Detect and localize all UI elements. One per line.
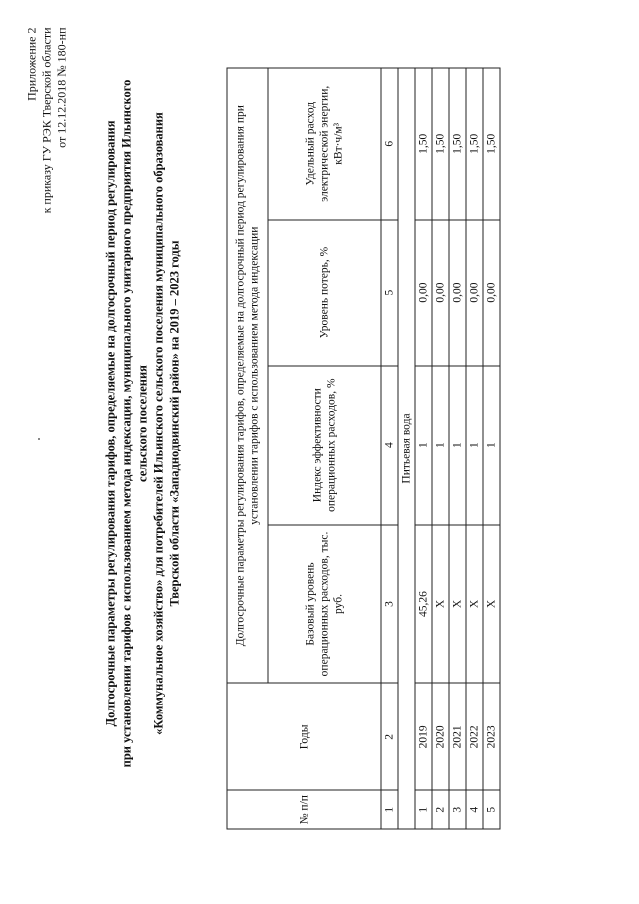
cell-loss: 0,00 xyxy=(432,220,449,366)
cell-energy: 1,50 xyxy=(449,68,466,220)
cell-num: 1 xyxy=(415,790,432,829)
col-number: 2 xyxy=(381,683,398,790)
column-number-row xyxy=(381,68,398,829)
header-base-level: Базовый уровень операционных расходов, тыс. руб. xyxy=(268,525,381,684)
cell-base: X xyxy=(449,525,466,684)
table-row xyxy=(466,68,483,829)
header-num: № п/п xyxy=(227,790,381,829)
cell-year: 2019 xyxy=(415,683,432,790)
cell-loss: 0,00 xyxy=(483,220,500,366)
section-label: Питьевая вода xyxy=(398,68,415,829)
appendix-line-2: к приказу ГУ РЭК Тверской области xyxy=(39,27,54,214)
title-line-3: «Коммунальное хозяйство» для потребителей Ильинского сельского поселения муниципального образования xyxy=(151,112,166,735)
cell-energy: 1,50 xyxy=(432,68,449,220)
cell-eff: 1 xyxy=(483,366,500,525)
cell-year: 2022 xyxy=(466,683,483,790)
cell-year: 2021 xyxy=(449,683,466,790)
cell-loss: 0,00 xyxy=(449,220,466,366)
header-group: Долгосрочные параметры регулирования тарифов, определяемые на долгосрочный период регулирования при установлении тарифов с использованием метода индексации xyxy=(227,68,268,683)
header-efficiency: Индекс эффективности операционных расходов, % xyxy=(268,366,381,525)
appendix-line-1: Приложение 2 xyxy=(24,27,39,101)
cell-base: 45,26 xyxy=(415,525,432,684)
table-row xyxy=(483,68,500,829)
parameters-table xyxy=(227,68,501,830)
col-number: 3 xyxy=(381,525,398,684)
cell-loss: 0,00 xyxy=(415,220,432,366)
col-number: 5 xyxy=(381,220,398,366)
section-row xyxy=(398,68,415,829)
cell-num: 2 xyxy=(432,790,449,829)
table-row xyxy=(432,68,449,829)
col-number: 6 xyxy=(381,68,398,220)
cell-base: X xyxy=(466,525,483,684)
title-line-4: Тверской области «Западнодвинский район» на 2019 – 2023 годы xyxy=(167,240,182,607)
cell-energy: 1,50 xyxy=(466,68,483,220)
table-row xyxy=(415,68,432,829)
rotated-page xyxy=(1,0,639,904)
cell-eff: 1 xyxy=(449,366,466,525)
cell-num: 4 xyxy=(466,790,483,829)
title-line-2: при установлении тарифов с использованием метода индексации, муниципального унитарного предприятия Ильинского сельского поселения xyxy=(119,79,150,768)
table-row xyxy=(449,68,466,829)
cell-eff: 1 xyxy=(466,366,483,525)
cell-base: X xyxy=(483,525,500,684)
cell-eff: 1 xyxy=(432,366,449,525)
document-title xyxy=(103,74,183,774)
col-number: 4 xyxy=(381,366,398,525)
title-line-1: Долгосрочные параметры регулирования тарифов, определяемые на долгосрочный период регулирования xyxy=(103,120,118,727)
appendix-block xyxy=(25,28,70,214)
header-energy: Удельный расход электрической энергии, кВт·ч/м³ xyxy=(268,68,381,220)
cell-year: 2020 xyxy=(432,683,449,790)
cell-num: 5 xyxy=(483,790,500,829)
col-number: 1 xyxy=(381,790,398,829)
header-row-top xyxy=(227,68,268,829)
cell-num: 3 xyxy=(449,790,466,829)
cell-loss: 0,00 xyxy=(466,220,483,366)
cell-year: 2023 xyxy=(483,683,500,790)
header-years: Годы xyxy=(227,683,381,790)
cell-energy: 1,50 xyxy=(483,68,500,220)
cell-energy: 1,50 xyxy=(415,68,432,220)
appendix-line-3: от 12.12.2018 № 180-нп xyxy=(54,27,69,148)
header-losses: Уровень потерь, % xyxy=(268,220,381,366)
cell-eff: 1 xyxy=(415,366,432,525)
cell-base: X xyxy=(432,525,449,684)
